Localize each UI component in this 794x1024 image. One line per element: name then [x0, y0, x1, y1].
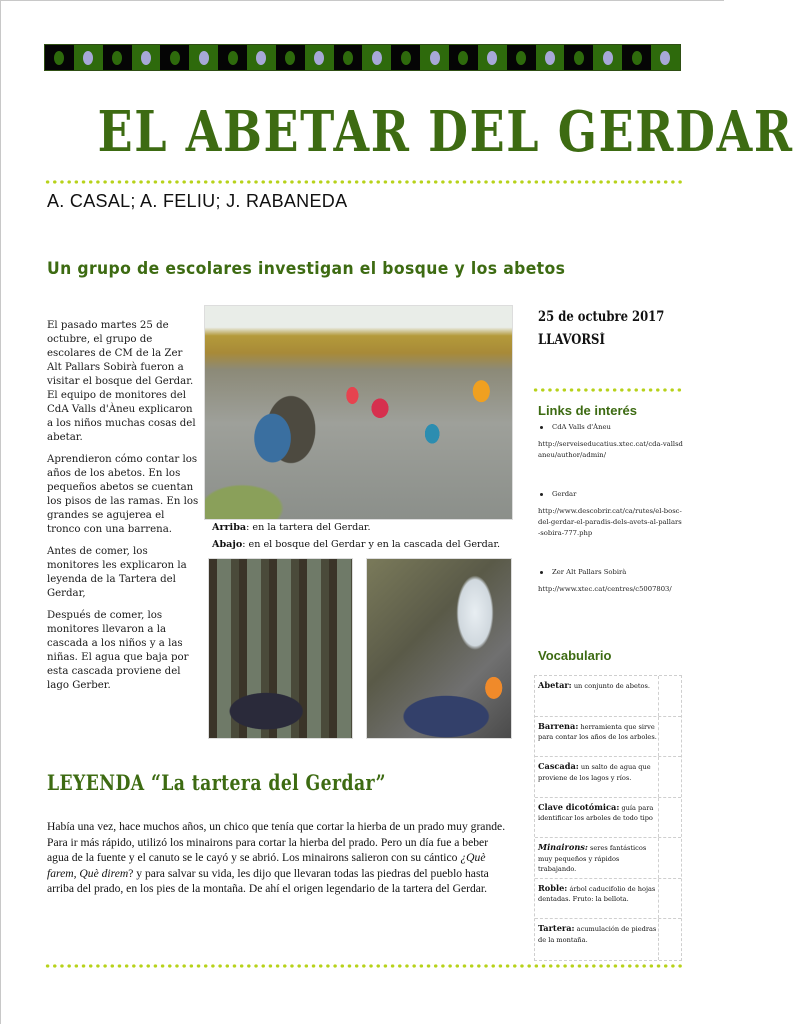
- vocab-row: [535, 676, 681, 717]
- circle-icon: [487, 51, 497, 65]
- link-item: [538, 422, 684, 461]
- strip-cell: [305, 45, 334, 70]
- bullet-icon: [540, 571, 543, 574]
- caption-text: : en el bosque del Gerdar y en la cascada del Gerdar.: [242, 539, 501, 550]
- strip-cell: [507, 45, 536, 70]
- link-url[interactable]: http://www.descobrir.cat/ca/rutes/el-bosc-del-gerdar-el-paradis-dels-avets-al-pallars-sobira-777.php: [538, 507, 682, 537]
- bullet-icon: [540, 493, 543, 496]
- strip-cell: [564, 45, 593, 70]
- caption-label: Arriba: [212, 522, 247, 533]
- strip-cell: [449, 45, 478, 70]
- legend-text-italic: ¿Què farem, Què direm: [47, 851, 486, 880]
- caption-bottom: [212, 539, 500, 550]
- vocab-term: Abetar:: [538, 680, 572, 690]
- authors: A. CASAL; A. FELIU; J. RABANEDA: [47, 191, 348, 211]
- vocab-definition: acumulación de piedras de la montaña.: [538, 925, 657, 944]
- strip-cell: [536, 45, 565, 70]
- vocab-empty-cell: [659, 676, 681, 716]
- link-name: Gerdar: [552, 490, 577, 498]
- circle-icon: [660, 51, 670, 65]
- vocab-definition: árbol caducifolio de hojas dentadas. Fruto: la bellota.: [538, 884, 656, 903]
- circle-icon: [516, 51, 526, 65]
- circle-icon: [314, 51, 324, 65]
- legend-title: LEYENDA “La tartera del Gerdar”: [47, 770, 386, 795]
- photo-tartera: [204, 305, 513, 520]
- photo-cascada: [366, 558, 512, 739]
- circle-icon: [285, 51, 295, 65]
- circle-icon: [170, 51, 180, 65]
- vocab-term: Cascada:: [538, 761, 579, 771]
- strip-cell: [189, 45, 218, 70]
- vocab-row: [535, 838, 681, 879]
- vocab-empty-cell: [659, 838, 681, 878]
- vocab-definition: seres fantásticos muy pequeños y rápidos trabajando.: [538, 844, 647, 873]
- strip-cell: [362, 45, 391, 70]
- circle-icon: [458, 51, 468, 65]
- strip-cell: [74, 45, 103, 70]
- decorative-checker-strip: [44, 44, 681, 71]
- vocab-empty-cell: [659, 717, 681, 757]
- strip-cell: [334, 45, 363, 70]
- vocab-empty-cell: [659, 879, 681, 919]
- circle-icon: [141, 51, 151, 65]
- caption-label: Abajo: [212, 539, 243, 550]
- circle-icon: [112, 51, 122, 65]
- strip-cell: [132, 45, 161, 70]
- circle-icon: [199, 51, 209, 65]
- vocab-row: [535, 717, 681, 758]
- vocab-row: [535, 798, 681, 839]
- lead-paragraph: Aprendieron cómo contar los años de los abetos. En los pequeños abetos se cuentan los pisos de las ramas. En los grandes se agujerea el tronco con una barrena.: [47, 454, 199, 535]
- vocab-cell: [535, 717, 659, 757]
- vocab-row: [535, 919, 681, 960]
- legend-text-part: ? y para salvar su vida, les dijo que llevaran todas las piedras del pueblo hasta arriba del prado, en los pies de la montaña. De ahí el origen legendario de la tartera del Gerdar.: [47, 866, 489, 895]
- circle-icon: [372, 51, 382, 65]
- circle-icon: [54, 51, 64, 65]
- strip-cell: [103, 45, 132, 70]
- strip-cell: [45, 45, 74, 70]
- vocabulary-table: [534, 675, 682, 961]
- vocab-definition: un conjunto de abetos.: [571, 682, 650, 690]
- link-name-row: [538, 489, 684, 500]
- strip-cell: [651, 45, 680, 70]
- dotted-divider: [532, 388, 682, 392]
- bullet-icon: [540, 426, 543, 429]
- vocab-cell: [535, 798, 659, 838]
- circle-icon: [603, 51, 613, 65]
- link-name: CdA Valls d'Àneu: [552, 423, 611, 431]
- links-heading: Links de interés: [538, 403, 637, 418]
- lead-paragraph: Antes de comer, los monitores les explicaron la leyenda de la Tartera del Gerdar,: [47, 546, 187, 599]
- strip-cell: [593, 45, 622, 70]
- circle-icon: [632, 51, 642, 65]
- vocab-cell: [535, 879, 659, 919]
- strip-cell: [247, 45, 276, 70]
- circle-icon: [343, 51, 353, 65]
- vocab-cell: [535, 757, 659, 797]
- caption-text: : en la tartera del Gerdar.: [246, 522, 371, 533]
- vocab-empty-cell: [659, 919, 681, 960]
- circle-icon: [83, 51, 93, 65]
- dotted-divider: [44, 180, 682, 184]
- link-name: Zer Alt Pallars Sobirà: [552, 568, 627, 576]
- strip-cell: [276, 45, 305, 70]
- link-name-row: [538, 567, 684, 578]
- article-subtitle: Un grupo de escolares investigan el bosque y los abetos: [47, 259, 566, 279]
- circle-icon: [430, 51, 440, 65]
- link-name-row: [538, 422, 684, 433]
- lead-paragraph: El pasado martes 25 de octubre, el grupo de escolares de CM de la Zer Alt Pallars Sobirà fueron a visitar el bosque del Gerdar. El equipo de monitores del CdA Valls d'Àneu explicaron a los niños muchas cosas del abetar.: [47, 320, 196, 443]
- vocab-term: Barrena:: [538, 720, 579, 731]
- issue-place: LLAVORSÍ: [538, 332, 605, 348]
- vocab-empty-cell: [659, 798, 681, 838]
- article-lead: [47, 319, 199, 701]
- link-url[interactable]: http://serveiseducatius.xtec.cat/cda-vallsdaneu/author/admin/: [538, 440, 683, 459]
- vocab-row: [535, 879, 681, 920]
- vocab-cell: [535, 838, 659, 878]
- strip-cell: [160, 45, 189, 70]
- page-title: EL ABETAR DEL GERDAR: [97, 99, 794, 165]
- strip-cell: [478, 45, 507, 70]
- vocab-definition: guía para identificar los arboles de todo tipo: [538, 803, 654, 822]
- legend-text-part: Había una vez, hace muchos años, un chico que tenía que cortar la hierba de un prado muy grande. Para ir más rápido, utilizó los minairons para cortar la hierba del prado. Pero un día fue a beber agua de la fuente y el canuto se le cayó y se abrió. Los minairons salieron con su cántico: [47, 820, 506, 864]
- dotted-divider: [44, 964, 682, 968]
- caption-top: [212, 522, 371, 533]
- vocab-empty-cell: [659, 757, 681, 797]
- strip-cell: [391, 45, 420, 70]
- lead-paragraph: Después de comer, los monitores llevaron a la cascada a los niños y a las niñas. El agua que baja por esta cascada proviene del lago Gerber.: [47, 610, 189, 691]
- circle-icon: [256, 51, 266, 65]
- circle-icon: [401, 51, 411, 65]
- vocab-cell: [535, 919, 659, 960]
- vocab-term: Tartera:: [538, 923, 575, 933]
- vocab-cell: [535, 676, 659, 716]
- links-list: [538, 422, 684, 601]
- vocab-term: Roble:: [538, 882, 568, 893]
- circle-icon: [574, 51, 584, 65]
- vocab-row: [535, 757, 681, 798]
- vocab-term: Minairons:: [538, 842, 588, 852]
- vocabulary-heading: Vocabulario: [538, 648, 612, 663]
- link-url[interactable]: http://www.xtec.cat/centres/c5007803/: [538, 585, 672, 593]
- strip-cell: [420, 45, 449, 70]
- vocab-definition: herramienta que sirve para contar los años de los arboles.: [538, 722, 657, 741]
- strip-cell: [218, 45, 247, 70]
- circle-icon: [545, 51, 555, 65]
- link-item: [538, 489, 684, 539]
- circle-icon: [228, 51, 238, 65]
- legend-text: [47, 819, 510, 897]
- vocab-term: Clave dicotómica:: [538, 801, 620, 812]
- link-item: [538, 567, 684, 595]
- photo-bosque: [208, 558, 353, 739]
- vocab-definition: un salto de agua que proviene de los lagos y ríos.: [538, 763, 651, 782]
- strip-cell: [622, 45, 651, 70]
- issue-date: 25 de octubre 2017: [538, 309, 665, 325]
